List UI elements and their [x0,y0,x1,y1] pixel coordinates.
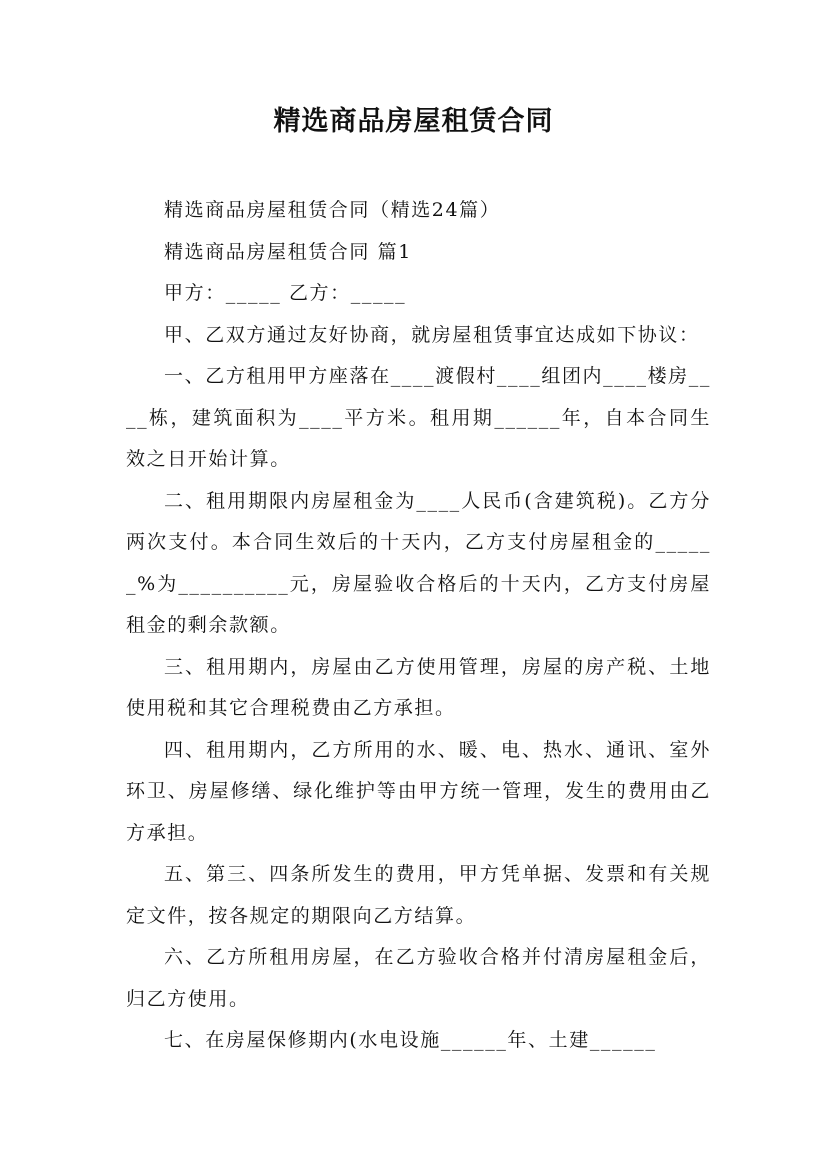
paragraph-section-heading: 精选商品房屋租赁合同 篇1 [164,240,412,263]
paragraph-subtitle: 精选商品房屋租赁合同（精选24篇） [164,199,501,221]
document-title: 精选商品房屋租赁合同 [273,106,554,137]
paragraph-clause-5: 五、第三、四条所发生的费用，甲方凭单据、发票和有关规定文件，按各规定的期限向乙方结算。 [126,863,711,927]
paragraph-parties: 甲方：_____ 乙方：_____ [164,282,407,304]
paragraph-clause-1: 一、乙方租用甲方座落在____渡假村____组团内____楼房____栋，建筑面积为____平方米。租用期______年，自本合同生效之日开始计算。 [126,365,711,470]
paragraph-clause-4: 四、租用期内，乙方所用的水、暖、电、热水、通讯、室外环卫、房屋修缮、绿化维护等由甲方统一管理，发生的费用由乙方承担。 [126,738,711,844]
paragraph-intro: 甲、乙双方通过友好协商，就房屋租赁事宜达成如下协议： [164,323,700,346]
document-body [126,190,711,1062]
paragraph-clause-6: 六、乙方所租用房屋，在乙方验收合格并付清房屋租金后，归乙方使用。 [126,946,711,1010]
paragraph-clause-7: 七、在房屋保修期内(水电设施______年、土建______ [164,1029,657,1051]
paragraph-clause-3: 三、租用期内，房屋由乙方使用管理，房屋的房产税、土地使用税和其它合理税费由乙方承担。 [126,655,711,719]
paragraph-clause-2: 二、租用期限内房屋租金为____人民币(含建筑税)。乙方分两次支付。本合同生效后的十天内，乙方支付房屋租金的______%为__________元，房屋验收合格后的十天内，乙方支付房屋租金的剩余款额。 [126,489,711,636]
